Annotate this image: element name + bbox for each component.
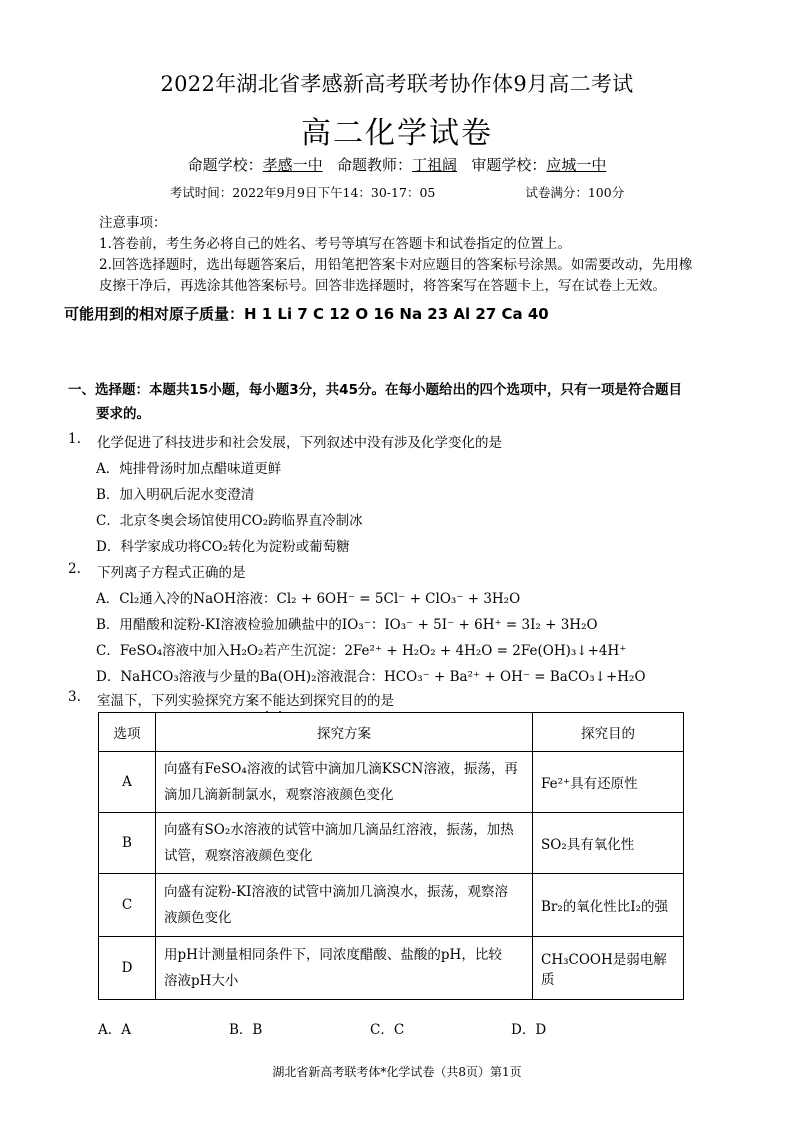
- review-school: 应城一中: [546, 156, 607, 174]
- notice-item-1: 1.答卷前，考生务必将自己的姓名、考号等填写在答题卡和试卷指定的位置上。: [99, 236, 571, 252]
- q3-answer-b: B．B: [229, 1022, 263, 1038]
- q2-option-d: D．NaHCO₃溶液与少量的Ba(OH)₂溶液混合：HCO₃⁻ + Ba²⁺ + OH⁻ = BaCO₃↓+H₂O: [96, 669, 646, 685]
- review-label: 审题学校：: [471, 156, 547, 174]
- notice-item-2-cont: 皮擦干净后，再选涂其他答案标号。回答非选择题时，将答案写在答题卡上，写在试卷上无效。: [99, 278, 666, 294]
- table-row: [99, 752, 684, 813]
- row-label: A: [99, 752, 156, 813]
- plan-line: 试管，观察溶液颜色变化: [164, 848, 313, 864]
- q1-number: 1.: [68, 431, 81, 447]
- table-row: [99, 937, 684, 1000]
- exam-title: 2022年湖北省孝感新高考联考协作体9月高二考试: [160, 72, 634, 96]
- q1-option-d: D．科学家成功将CO₂转化为淀粉或葡萄糖: [96, 539, 350, 555]
- q3-table: [98, 712, 684, 1000]
- row-label: C: [99, 874, 156, 937]
- plan-line: 液颜色变化: [164, 910, 232, 926]
- q3-number: 3.: [68, 689, 81, 705]
- q3-answer-c: C．C: [370, 1022, 405, 1038]
- emphasis-dot-2: 能: [272, 693, 286, 709]
- q1-option-b: B．加入明矾后泥水变澄清: [96, 487, 255, 503]
- full-score: 试卷满分：100分: [525, 185, 625, 200]
- row-goal: CH₃COOH是弱电解质: [533, 937, 684, 1000]
- row-goal: SO₂具有氧化性: [533, 813, 684, 874]
- plan-line: 溶液pH大小: [164, 973, 239, 989]
- section-heading-cont: 要求的。: [96, 406, 150, 422]
- q3-stem-post: 达到探究目的的是: [286, 693, 394, 709]
- exam-time-line: [0, 183, 794, 201]
- credits-line: [0, 154, 794, 175]
- q2-stem: 下列离子方程式正确的是: [97, 565, 246, 581]
- row-plan: [156, 874, 533, 937]
- emphasis-dot-1: 不: [259, 693, 273, 709]
- q3-answer-a: A．A: [98, 1022, 131, 1038]
- q2-number: 2.: [68, 561, 81, 577]
- q3-stem-pre: 室温下，下列实验探究方案: [97, 693, 259, 709]
- q2-option-b: B．用醋酸和淀粉-KI溶液检验加碘盐中的IO₃⁻：IO₃⁻ + 5I⁻ + 6H⁺ = 3I₂ + 3H₂O: [96, 617, 598, 633]
- page-footer: 湖北省新高考联考体*化学试卷（共8页）第1页: [272, 1065, 522, 1079]
- row-label: B: [99, 813, 156, 874]
- q1-option-c: C．北京冬奥会场馆使用CO₂跨临界直冷制冰: [96, 513, 363, 529]
- q2-option-c: C．FeSO₄溶液中加入H₂O₂若产生沉淀：2Fe²⁺ + H₂O₂ + 4H₂O = 2Fe(OH)₃↓+4H⁺: [96, 643, 627, 659]
- q2-option-a: A．Cl₂通入冷的NaOH溶液：Cl₂ + 6OH⁻ = 5Cl⁻ + ClO₃⁻ + 3H₂O: [96, 591, 521, 607]
- notice-title: 注意事项：: [99, 215, 167, 231]
- q3-stem: [97, 689, 394, 709]
- row-plan: [156, 813, 533, 874]
- teacher-name: 丁祖阔: [412, 156, 458, 174]
- plan-line: 向盛有淀粉-KI溶液的试管中滴加几滴溴水，振荡，观察溶: [164, 884, 508, 900]
- plan-line: 用pH计测量相同条件下，同浓度醋酸、盐酸的pH，比较: [164, 947, 502, 963]
- header-goal: 探究目的: [533, 713, 684, 752]
- row-plan: [156, 752, 533, 813]
- q3-answer-d: D．D: [511, 1022, 547, 1038]
- plan-line: 滴加几滴新制氯水，观察溶液颜色变化: [164, 787, 394, 803]
- table-row: [99, 813, 684, 874]
- header-plan: 探究方案: [156, 713, 533, 752]
- section-heading: 一、选择题：本题共15小题，每小题3分，共45分。在每小题给出的四个选项中，只有一项是符合题目: [68, 382, 682, 398]
- table-header-row: [99, 713, 684, 752]
- plan-line: 向盛有FeSO₄溶液的试管中滴加几滴KSCN溶液，振荡，再: [164, 761, 518, 777]
- row-goal: Fe²⁺具有还原性: [533, 752, 684, 813]
- table-row: [99, 874, 684, 937]
- row-goal: Br₂的氧化性比I₂的强: [533, 874, 684, 937]
- teacher-label: 命题教师：: [336, 156, 412, 174]
- plan-line: 向盛有SO₂水溶液的试管中滴加几滴品红溶液，振荡，加热: [164, 822, 514, 838]
- paper-title: 高二化学试卷: [301, 116, 493, 151]
- school-label: 命题学校：: [187, 156, 263, 174]
- atomic-masses: 可能用到的相对原子质量：H 1 Li 7 C 12 O 16 Na 23 Al 27 Ca 40: [64, 305, 549, 323]
- q1-stem: 化学促进了科技进步和社会发展，下列叙述中没有涉及化学变化的是: [97, 435, 502, 451]
- school-name: 孝感一中: [262, 156, 323, 174]
- header-option: 选项: [99, 713, 156, 752]
- exam-time: 考试时间：2022年9月9日下午14：30-17：05: [169, 185, 436, 200]
- row-label: D: [99, 937, 156, 1000]
- q1-option-a: A．炖排骨汤时加点醋味道更鲜: [96, 461, 282, 477]
- notice-item-2: 2.回答选择题时，选出每题答案后，用铅笔把答案卡对应题目的答案标号涂黑。如需要改动，先用橡: [99, 257, 693, 273]
- row-plan: [156, 937, 533, 1000]
